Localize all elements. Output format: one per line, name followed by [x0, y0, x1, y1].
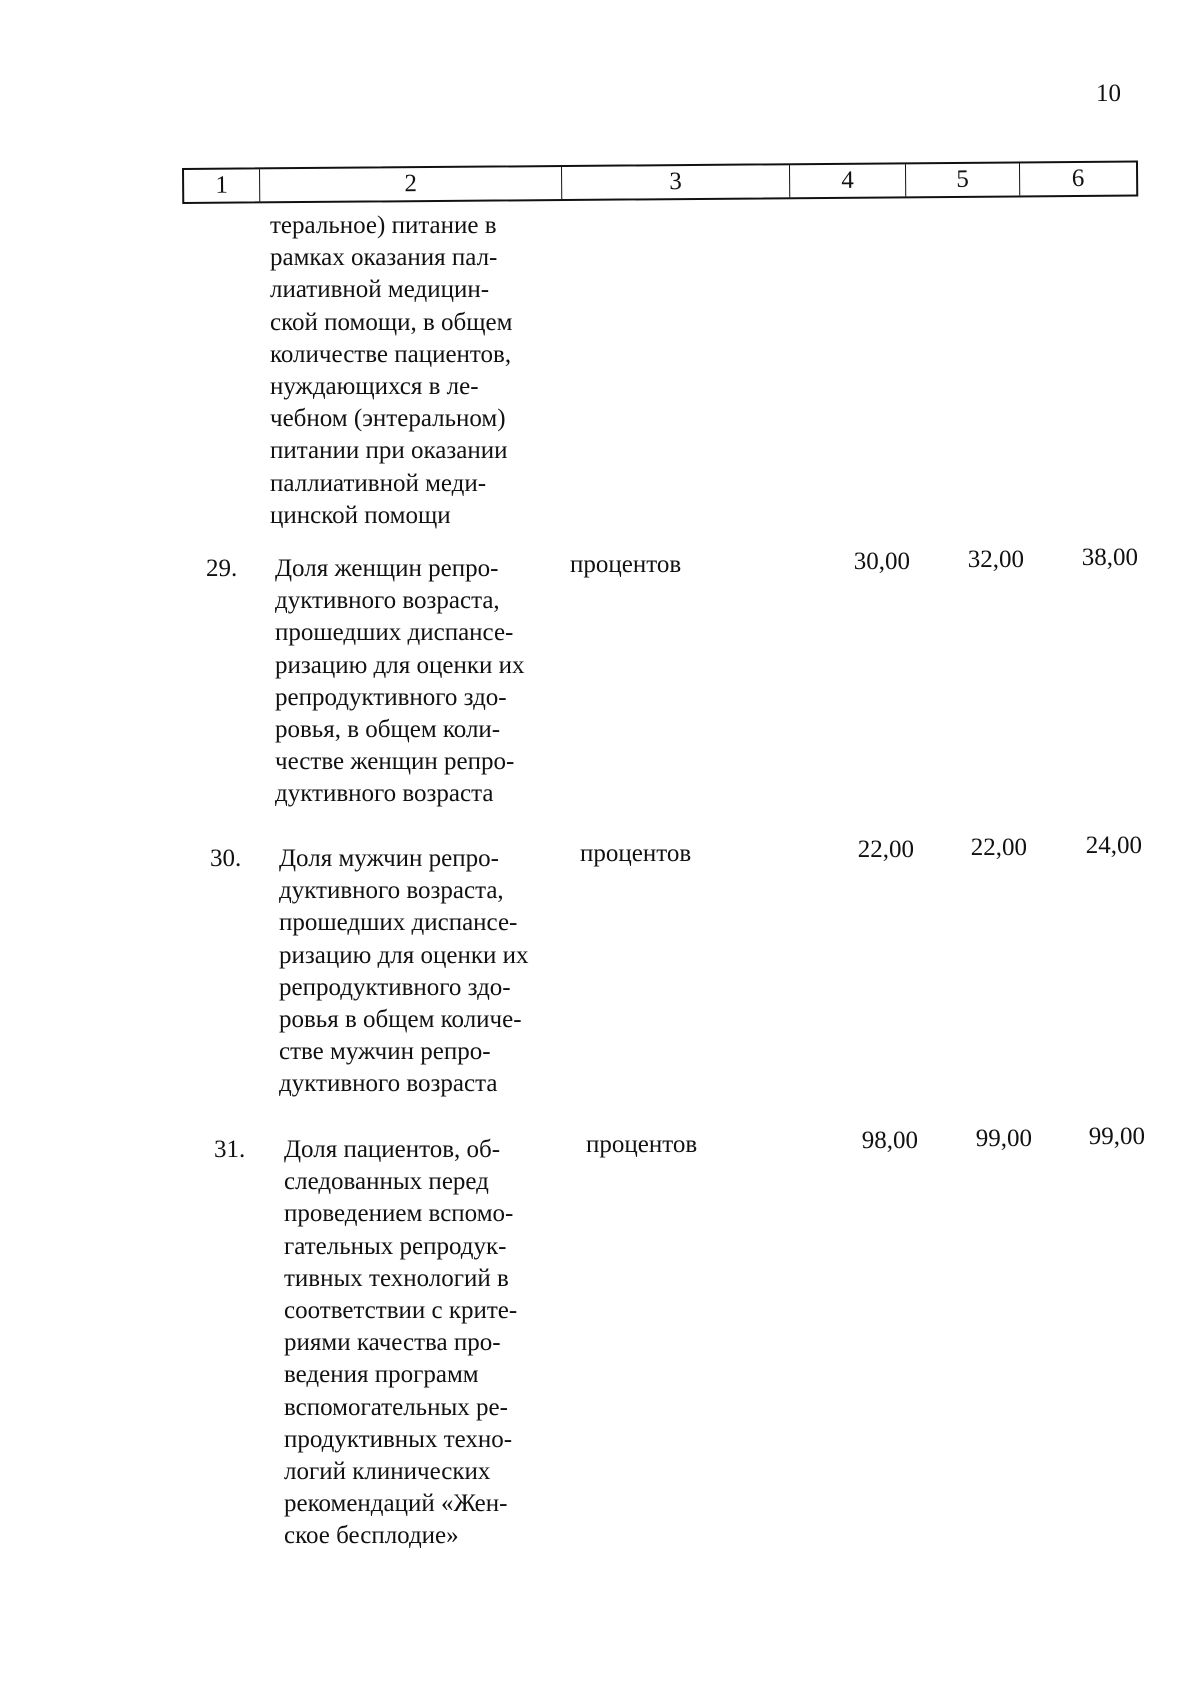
text-line: чебном (энтеральном)	[270, 405, 506, 433]
text-line: дуктивного возраста	[279, 1070, 498, 1098]
indicator-text-30	[279, 843, 567, 1101]
text-line: гательных репродук-	[284, 1232, 507, 1260]
row-number-31: 31.	[214, 1136, 246, 1163]
text-line: ризацию для оценки их	[275, 651, 525, 679]
text-line: паллиативной меди-	[270, 469, 487, 497]
header-col-3: 3	[562, 165, 790, 199]
text-line: проведением вспомо-	[284, 1200, 514, 1228]
text-line: прошедших диспансе-	[279, 909, 518, 937]
text-line: продуктивных техно-	[284, 1425, 513, 1453]
text-line: Доля женщин репро-	[275, 555, 499, 582]
text-line: тивных технологий в	[284, 1264, 509, 1292]
text-line: риями качества про-	[284, 1329, 501, 1357]
text-line: честве женщин репро-	[275, 748, 515, 776]
row-number-29: 29.	[206, 555, 238, 582]
text-line: количестве пациентов,	[270, 340, 512, 368]
header-col-1: 1	[184, 169, 260, 202]
continued-indicator-text	[270, 210, 556, 532]
page-number: 10	[1096, 80, 1121, 107]
text-line: соответствии с крите-	[284, 1297, 518, 1325]
value-col5-29: 32,00	[967, 546, 1024, 573]
indicator-text-31	[284, 1134, 570, 1553]
text-line: питании при оказании	[270, 437, 508, 465]
text-line: ведения программ	[284, 1361, 479, 1389]
value-col6-30: 24,00	[1085, 832, 1142, 859]
text-line: Доля пациентов, об-	[284, 1136, 501, 1163]
header-col-2: 2	[260, 167, 562, 201]
text-line: дуктивного возраста,	[275, 587, 500, 615]
text-line: ровья, в общем коли-	[275, 716, 501, 744]
text-line: дуктивного возраста,	[279, 877, 504, 905]
header-col-4: 4	[790, 164, 906, 197]
value-col5-30: 22,00	[970, 834, 1027, 861]
text-line: логий клинических	[284, 1458, 491, 1486]
text-line: прошедших диспансе-	[275, 619, 514, 647]
value-col4-29: 30,00	[853, 548, 910, 575]
unit-30: процентов	[580, 840, 692, 867]
header-col-6: 6	[1071, 164, 1085, 193]
text-line: дуктивного возраста	[275, 780, 494, 808]
text-line: ской помощи, в общем	[270, 308, 513, 336]
value-col5-31: 99,00	[975, 1125, 1032, 1152]
value-col4-31: 98,00	[861, 1127, 918, 1154]
value-col6-31: 99,00	[1088, 1123, 1145, 1150]
row-number-30: 30.	[210, 845, 242, 872]
text-line: стве мужчин репро-	[279, 1038, 491, 1066]
table-header-row	[182, 160, 1138, 204]
text-line: лиативной медицин-	[270, 276, 490, 304]
text-line: ризацию для оценки их	[279, 941, 529, 969]
unit-31: процентов	[586, 1131, 698, 1158]
text-line: теральное) питание в	[270, 212, 497, 239]
text-line: репродуктивного здо-	[275, 683, 507, 711]
unit-29: процентов	[570, 551, 682, 578]
text-line: ровья в общем количе-	[279, 1006, 522, 1034]
value-col4-30: 22,00	[857, 836, 914, 863]
text-line: репродуктивного здо-	[279, 973, 511, 1001]
text-line: ское бесплодие»	[284, 1522, 459, 1550]
text-line: рамках оказания пал-	[270, 244, 498, 272]
text-line: вспомогательных ре-	[284, 1393, 508, 1421]
text-line: Доля мужчин репро-	[279, 845, 499, 872]
text-line: рекомендаций «Жен-	[284, 1490, 508, 1518]
text-line: нуждающихся в ле-	[270, 373, 479, 401]
header-col-5: 5	[906, 163, 1020, 196]
text-line: цинской помощи	[270, 501, 451, 529]
indicator-text-29	[275, 553, 563, 811]
text-line: следованных перед	[284, 1168, 489, 1196]
value-col6-29: 38,00	[1081, 544, 1138, 571]
